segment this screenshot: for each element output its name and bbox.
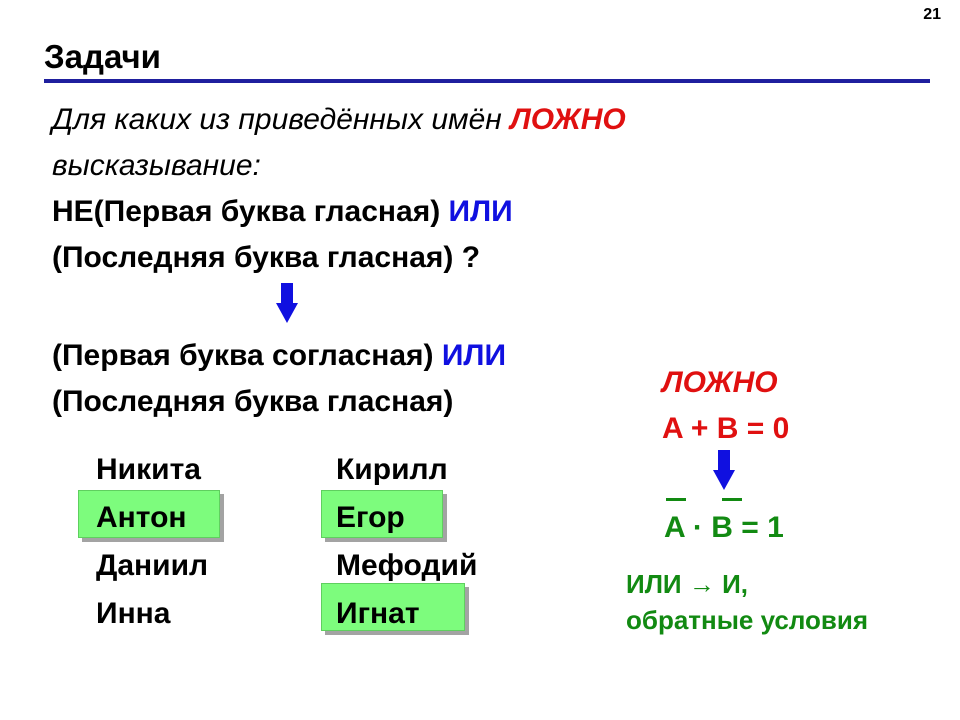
or-operator: ИЛИ bbox=[448, 195, 513, 228]
question-text: Для каких из приведённых имён bbox=[52, 103, 511, 136]
transformed-expression bbox=[52, 333, 506, 425]
name-item: Инна bbox=[96, 597, 171, 630]
name-item: Мефодий bbox=[336, 549, 478, 582]
negation-bar bbox=[666, 498, 686, 501]
expr-part-2: (Последняя буква гласная) bbox=[52, 385, 454, 418]
names-left-column bbox=[96, 446, 208, 638]
false-keyword: ЛОЖНО bbox=[510, 103, 626, 136]
rule-line-2: обратные условия bbox=[626, 605, 869, 635]
expr-part: НЕ(Первая буква гласная) bbox=[52, 195, 449, 228]
question-intro bbox=[52, 97, 626, 189]
negation-bar bbox=[722, 498, 742, 501]
down-arrow-icon bbox=[713, 450, 735, 490]
names-right-column bbox=[336, 446, 477, 638]
false-label: ЛОЖНО bbox=[662, 366, 778, 399]
rule-line-1: ИЛИ → И, bbox=[626, 569, 748, 599]
page-title: Задачи bbox=[44, 38, 161, 75]
page-number: 21 bbox=[923, 6, 941, 23]
expr-part: (Первая буква согласная) bbox=[52, 339, 442, 372]
name-item-highlighted: Егор bbox=[336, 501, 405, 534]
name-item: Даниил bbox=[96, 549, 209, 582]
name-item: Кирилл bbox=[336, 453, 448, 486]
down-arrow-icon bbox=[276, 283, 298, 323]
equation-product: A · B = 1 bbox=[664, 511, 784, 544]
name-item-highlighted: Игнат bbox=[336, 597, 420, 630]
or-operator: ИЛИ bbox=[441, 339, 507, 372]
original-expression bbox=[52, 189, 513, 281]
equation-sum: A + B = 0 bbox=[662, 412, 790, 445]
rule-note bbox=[626, 566, 868, 638]
question-text-2: высказывание: bbox=[52, 149, 261, 182]
title-rule bbox=[44, 79, 930, 83]
name-item-highlighted: Антон bbox=[96, 501, 187, 534]
expr-part-2: (Последняя буква гласная) ? bbox=[52, 241, 481, 274]
name-item: Никита bbox=[96, 453, 201, 486]
